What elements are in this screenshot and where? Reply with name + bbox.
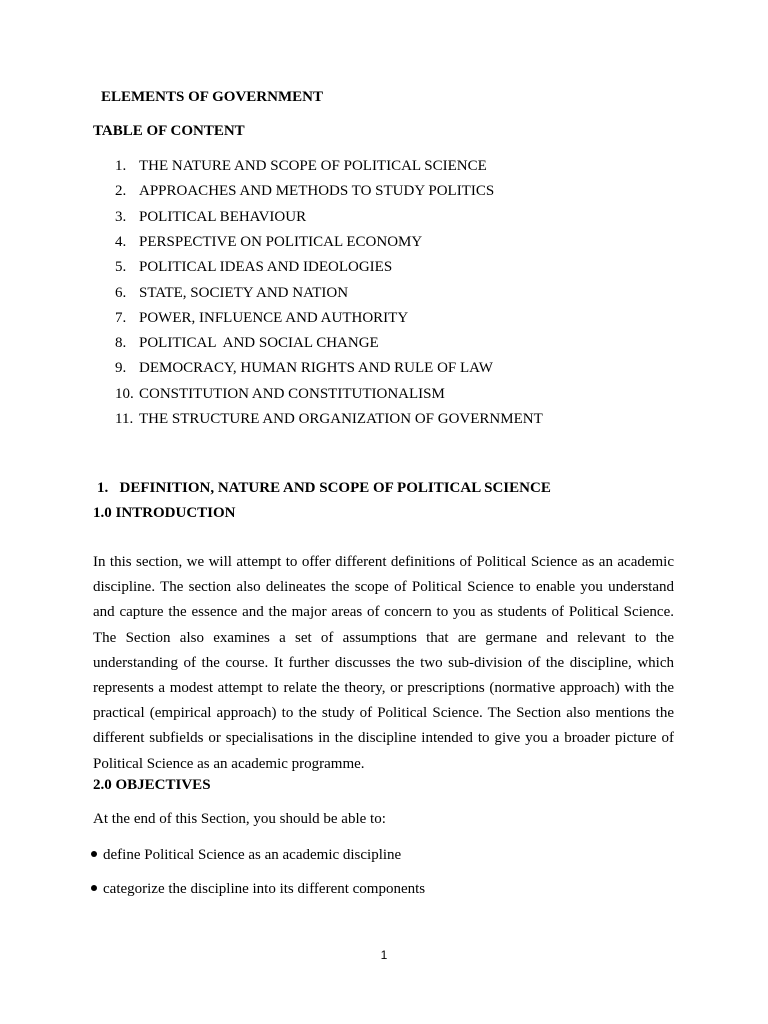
toc-item (115, 359, 493, 377)
document-title: ELEMENTS OF GOVERNMENT (101, 89, 323, 105)
toc-item-label: POLITICAL AND SOCIAL CHANGE (139, 335, 379, 352)
introduction-heading: 1.0 INTRODUCTION (93, 505, 236, 521)
toc-item-number: 6. (115, 284, 127, 301)
toc-item-number: 1. (115, 158, 127, 174)
objective-text: define Political Science as an academic discipline (103, 847, 402, 863)
toc-item-label: POLITICAL BEHAVIOUR (139, 208, 307, 225)
introduction-paragraph: In this section, we will attempt to offer different definitions of Political Science as an academic discipline. The section also delineates the scope of Political Science to enable you understand and capture the essence and the major areas of concern to you as students of Political Science. The Section also examines a set of assumptions that are germane and relevant to the understanding of the course. It further discusses the two sub-division of the discipline, which represents a modest attempt to relate the theory, or prescriptions (normative approach) with the practical (empirical approach) to the study of Political Science. The Section also mentions the different subfields or specialisations in the discipline intended to give you a broader picture of Political Science as an academic programme. (93, 554, 674, 772)
section-heading: 1. DEFINITION, NATURE AND SCOPE OF POLITICAL SCIENCE (97, 480, 551, 496)
toc-item-number: 9. (115, 360, 127, 377)
toc-item (115, 309, 408, 327)
toc-item-label: STATE, SOCIETY AND NATION (139, 284, 349, 301)
toc-item-number: 3. (115, 208, 127, 225)
toc-item-number: 5. (115, 259, 127, 276)
toc-item-label: PERSPECTIVE ON POLITICAL ECONOMY (139, 233, 423, 250)
toc-item-number: 8. (115, 335, 127, 352)
toc-heading: TABLE OF CONTENT (93, 123, 245, 139)
toc-item (115, 233, 422, 251)
toc-item (115, 410, 543, 428)
objectives-heading: 2.0 OBJECTIVES (93, 777, 211, 793)
toc-item-number: 7. (115, 309, 127, 326)
toc-item-number: 2. (115, 183, 127, 200)
toc-item-number: 11. (115, 411, 134, 427)
toc-item-label: POLITICAL IDEAS AND IDEOLOGIES (139, 259, 393, 276)
toc-item-label: DEMOCRACY, HUMAN RIGHTS AND RULE OF LAW (139, 360, 493, 377)
toc-item-number: 10. (115, 385, 134, 402)
toc-item-number: 4. (115, 233, 127, 250)
bullet-icon (91, 851, 97, 857)
toc-item (115, 284, 348, 302)
objective-text: categorize the discipline into its different components (103, 881, 426, 897)
objective-item (91, 880, 425, 898)
toc-item (115, 385, 445, 403)
objectives-intro: At the end of this Section, you should be able to: (93, 811, 386, 827)
toc-item-label: APPROACHES AND METHODS TO STUDY POLITICS (139, 183, 495, 200)
toc-item (115, 157, 487, 175)
objective-item (91, 846, 401, 864)
page-number: 1 (380, 948, 388, 962)
toc-item (115, 258, 392, 276)
toc-item (115, 334, 379, 352)
toc-item-label: POWER, INFLUENCE AND AUTHORITY (139, 309, 409, 326)
toc-item (115, 208, 306, 226)
bullet-icon (91, 885, 97, 891)
toc-item-label: THE NATURE AND SCOPE OF POLITICAL SCIENCE (139, 158, 487, 174)
toc-item (115, 182, 494, 200)
toc-item-label: THE STRUCTURE AND ORGANIZATION OF GOVERNMENT (139, 411, 543, 427)
toc-item-label: CONSTITUTION AND CONSTITUTIONALISM (139, 385, 445, 402)
